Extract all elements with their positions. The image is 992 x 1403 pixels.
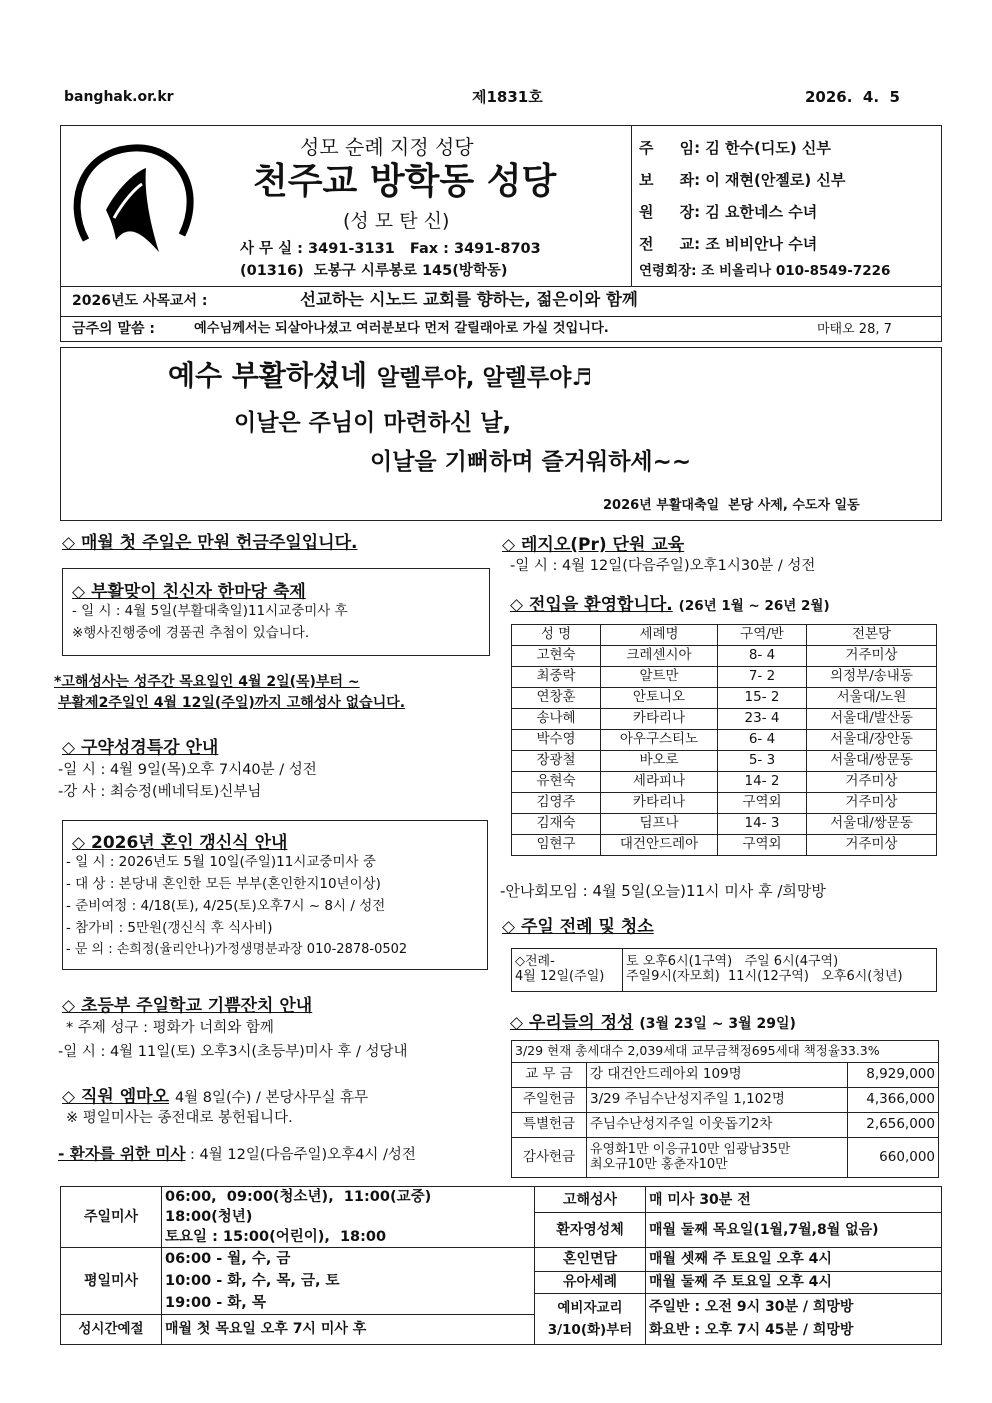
cell: 거주미상: [807, 772, 937, 793]
sunday-mass-times: [162, 1187, 535, 1248]
holy-hour-text: 매월 첫 목요일 오후 7시 미사 후: [162, 1315, 535, 1345]
offering-range: (3월 23일 ~ 3월 29일): [639, 1016, 796, 1032]
marriage-text: 매월 셋째 주 토요일 오후 4시: [646, 1248, 942, 1272]
table-row: [512, 1063, 939, 1088]
table-row: [512, 667, 937, 688]
cell: 박수영: [512, 730, 601, 751]
newcomers-title: ◇ 전입을 환영합니다.: [510, 595, 673, 615]
cell: 송나혜: [512, 709, 601, 730]
liturgy-title: ◇ 주일 전례 및 청소: [502, 917, 654, 937]
newcomers-range: (26년 1월 ~ 26년 2월): [678, 598, 830, 614]
anna-meeting: -안나회모임 : 4월 5일(오늘)11시 미사 후 /희망방: [500, 882, 826, 900]
parish-title: 천주교 방학동 성당: [253, 160, 557, 202]
table-row: [512, 1138, 939, 1178]
staff-name: : 김 한수(디도) 신부: [694, 139, 831, 157]
cell: 서울대/쌍문동: [807, 751, 937, 772]
patron-saint: (성 모 탄 신): [343, 210, 450, 232]
word-ref: 마태오 28, 7: [817, 322, 892, 337]
weekday-mass-times: [162, 1248, 535, 1315]
confession-notice-2: 부활제2주일인 4월 12일(주일)까지 고해성사 없습니다.: [58, 695, 406, 711]
cell: 7- 2: [718, 667, 807, 688]
cell: 감사헌금: [512, 1138, 587, 1178]
table-row: [512, 688, 937, 709]
legio-line: -일 시 : 4월 12일(다음주일)오후1시30분 / 성전: [510, 558, 816, 574]
cell: 주님수난성지주일 이웃돕기2차: [587, 1113, 848, 1138]
ot-lecture-title: ◇ 구약성경특강 안내: [62, 738, 219, 758]
cell: 안토니오: [601, 688, 718, 709]
cell: 임현구: [512, 835, 601, 856]
cell: 장광철: [512, 751, 601, 772]
thanks-line-2: 최오규10만 홍춘자10만: [590, 1156, 728, 1172]
catechumen-line-1: 주일반 : 오전 9시 30분 / 희망방: [649, 1299, 854, 1315]
sick-mass-rest: : 4월 12일(다음주일)오후4시 /성전: [190, 1147, 416, 1163]
renewal-title: ◇ 2026년 혼인 갱신식 안내: [72, 833, 288, 853]
word-label: 금주의 말씀 :: [72, 321, 155, 337]
festival-line-1: - 일 시 : 4월 5일(부활대축일)11시교중미사 후: [72, 603, 348, 619]
issue-number: 제1831호: [472, 88, 543, 106]
sick-communion-label: 환자영성체: [535, 1213, 646, 1248]
renewal-line: - 참가비 : 5만원(갱신식 후 식사비): [66, 920, 273, 936]
staff-emmaus-line: ※ 평일미사는 종전대로 봉헌됩니다.: [66, 1110, 293, 1126]
confession-label: 고해성사: [535, 1187, 646, 1213]
infant-baptism-label: 유아세례: [535, 1272, 646, 1294]
staff-name: : 김 요한네스 수녀: [694, 203, 818, 221]
cell: 아우구스티노: [601, 730, 718, 751]
office-phone: 사 무 실 : 3491-3131 Fax : 3491-8703: [240, 241, 541, 257]
catechumen-label-2: 3/10(화)부터: [547, 1322, 633, 1338]
cell: [587, 1138, 848, 1178]
table-row: [512, 709, 937, 730]
sick-mass-label: - 환자를 위한 미사: [58, 1145, 186, 1163]
ot-lecture-line-1: -일 시 : 4월 9일(목)오후 7시40분 / 성전: [58, 762, 317, 778]
cell: 거주미상: [807, 646, 937, 667]
newcomers-table: [511, 624, 937, 856]
cell: 14- 2: [718, 772, 807, 793]
site-url: banghak.or.kr: [64, 89, 174, 105]
staff-name: : 조 비비안나 수녀: [694, 235, 818, 253]
table-row: [512, 814, 937, 835]
festival-title: ◇ 부활맞이 친신자 한마당 축제: [72, 582, 306, 602]
festival-line-2: ※행사진행중에 경품권 추첨이 있습니다.: [72, 625, 310, 641]
cell: 14- 3: [718, 814, 807, 835]
cell: 서울대/장안동: [807, 730, 937, 751]
legio-title: ◇ 레지오(Pr) 단원 교육: [502, 535, 685, 555]
cell: 서울대/쌍문동: [807, 814, 937, 835]
easter-line-1a: 예수 부활하셨네: [168, 359, 368, 392]
easter-line-3: 이날을 기뻐하며 즐거워하세~~: [370, 449, 692, 475]
newcomers-heading: [510, 590, 830, 615]
col-header: 구역/반: [718, 625, 807, 646]
cell: 의정부/송내동: [807, 667, 937, 688]
cell: 카타리나: [601, 793, 718, 814]
weekday-line-3: 19:00 - 화, 목: [165, 1295, 266, 1311]
cell: 김재숙: [512, 814, 601, 835]
offering-summary: 3/29 현재 총세대수 2,039세대 교무금책정695세대 책정율33.3%: [512, 1041, 939, 1063]
header-subtitle: 성모 순례 지정 성당: [300, 135, 474, 159]
weekday-line-1: 06:00 - 월, 수, 금: [165, 1251, 291, 1267]
liturgy-date-cell: [512, 949, 623, 992]
cell: 8,929,000: [848, 1063, 939, 1088]
sunday-line-3: 토요일 : 15:00(어린이), 18:00: [165, 1229, 387, 1245]
table-row: [512, 835, 937, 856]
pastoral-label: 2026년도 사목교서 :: [72, 293, 208, 309]
renewal-line: - 대 상 : 본당내 혼인한 모든 부부(혼인한지10년이상): [66, 876, 381, 892]
cell: 거주미상: [807, 835, 937, 856]
cell: 최중락: [512, 667, 601, 688]
cell: 2,656,000: [848, 1113, 939, 1138]
cell: 거주미상: [807, 793, 937, 814]
easter-sign: 2026년 부활대축일 본당 사제, 수도자 일동: [603, 498, 860, 513]
offering-title: ◇ 우리들의 정성: [510, 1013, 634, 1033]
parish-logo-icon: [64, 140, 204, 270]
cell: 크레센시아: [601, 646, 718, 667]
cell: 6- 4: [718, 730, 807, 751]
easter-line-2: 이날은 주님이 마련하신 날,: [234, 410, 512, 436]
sunday-mass-label: 주일미사: [61, 1187, 162, 1248]
liturgy-table: [511, 948, 937, 992]
cell: 알트만: [601, 667, 718, 688]
school-line-1: * 주제 성구 : 평화가 너희와 함께: [66, 1020, 274, 1036]
easter-line-1b: 알렐루야, 알렐루야♬: [376, 365, 592, 391]
funeral-council: 연령회장: 조 비올리나 010-8549-7226: [639, 263, 891, 279]
weekday-line-2: 10:00 - 화, 수, 목, 금, 토: [165, 1273, 340, 1289]
cell: 구역외: [718, 835, 807, 856]
cell: 서울대/노원: [807, 688, 937, 709]
thanks-line-1: 유영화1만 이응규10만 임광남35만: [590, 1141, 791, 1157]
easter-line-1: [168, 356, 592, 398]
pastoral-text: 선교하는 시노드 교회를 향하는, 젊은이와 함께: [300, 290, 638, 309]
renewal-line: - 일 시 : 2026년도 5월 10일(주일)11시교중미사 중: [66, 854, 376, 870]
sick-mass: [58, 1143, 416, 1166]
cell: 카타리나: [601, 709, 718, 730]
sick-communion-text: 매월 둘째 목요일(1월,7월,8월 없음): [646, 1213, 942, 1248]
staff-emmaus: [62, 1082, 368, 1107]
cell: 세라피나: [601, 772, 718, 793]
col-header: 세례명: [601, 625, 718, 646]
table-row: [512, 772, 937, 793]
cell: 8- 4: [718, 646, 807, 667]
col-header: 성 명: [512, 625, 601, 646]
word-text: 예수님께서는 되살아나셨고 여러분보다 먼저 갈릴래아로 가실 것입니다.: [194, 321, 609, 336]
table-row: [512, 751, 937, 772]
confession-notice-1: *고해성사는 성주간 목요일인 4월 2일(목)부터 ~: [54, 674, 360, 690]
table-row: [512, 646, 937, 667]
staff-role: 전 교: [639, 235, 695, 253]
catechumen-text: [646, 1294, 942, 1345]
cell: 교 무 금: [512, 1063, 587, 1088]
cell: 김영주: [512, 793, 601, 814]
table-row: [512, 730, 937, 751]
staff-name: : 이 재현(안젤로) 신부: [694, 171, 846, 189]
cell: 바오로: [601, 751, 718, 772]
sunday-line-2: 18:00(청년): [165, 1209, 253, 1225]
table-row: [512, 1088, 939, 1113]
cell: 3/29 주님수난성지주일 1,102명: [587, 1088, 848, 1113]
cell: 660,000: [848, 1138, 939, 1178]
catechumen-label: [535, 1294, 646, 1345]
cell: 15- 2: [718, 688, 807, 709]
holy-hour-label: 성시간예절: [61, 1315, 162, 1345]
school-line-2: -일 시 : 4월 11일(토) 오후3시(초등부)미사 후 / 성당내: [58, 1044, 408, 1060]
issue-date: 2026. 4. 5: [805, 88, 900, 106]
table-row: [512, 793, 937, 814]
mass-schedule-table: [60, 1186, 942, 1345]
staff-role: 주 임: [639, 139, 695, 157]
liturgy-date-1: ◇전례-: [515, 954, 555, 970]
cell: 구역외: [718, 793, 807, 814]
cell: 서울대/발산동: [807, 709, 937, 730]
confession-text: 매 미사 30분 전: [646, 1187, 942, 1213]
parish-address: (01316) 도봉구 시루봉로 145(방학동): [240, 263, 508, 279]
staff-emmaus-rest: 4월 8일(수) / 본당사무실 휴무: [174, 1090, 369, 1106]
cell: 딤프나: [601, 814, 718, 835]
renewal-line: - 준비여정 : 4/18(토), 4/25(토)오후7시 ~ 8시 / 성전: [66, 898, 386, 914]
school-title: ◇ 초등부 주일학교 기쁨잔치 안내: [62, 996, 313, 1016]
liturgy-date-2: 4월 12일(주일): [515, 969, 605, 984]
marriage-label: 혼인면담: [535, 1248, 646, 1272]
catechumen-line-2: 화요반 : 오후 7시 45분 / 희망방: [649, 1322, 854, 1338]
cell: 유현숙: [512, 772, 601, 793]
offering-heading: [510, 1008, 796, 1033]
catechumen-label-1: 예비자교리: [557, 1300, 623, 1316]
monthly-offering-title: ◇ 매월 첫 주일은 만원 헌금주일입니다.: [62, 533, 358, 553]
liturgy-groups-1: 토 오후6시(1구역) 주일 6시(4구역): [626, 954, 839, 970]
cell: 강 대건안드레아외 109명: [587, 1063, 848, 1088]
table-row: [512, 1113, 939, 1138]
cell: 23- 4: [718, 709, 807, 730]
cell: 고현숙: [512, 646, 601, 667]
liturgy-groups-2: 주일9시(자모회) 11시(12구역) 오후6시(청년): [626, 969, 903, 984]
liturgy-groups-cell: [623, 949, 937, 992]
sunday-line-1: 06:00, 09:00(청소년), 11:00(교중): [165, 1189, 432, 1205]
renewal-line: - 문 의 : 손희정(율리안나)가정생명분과장 010-2878-0502: [66, 942, 408, 957]
cell: 연창훈: [512, 688, 601, 709]
ot-lecture-line-2: -강 사 : 최승정(베네딕토)신부님: [58, 784, 262, 800]
cell: 5- 3: [718, 751, 807, 772]
staff-emmaus-title: ◇ 직원 엠마오: [62, 1087, 170, 1107]
col-header: 전본당: [807, 625, 937, 646]
cell: 주일헌금: [512, 1088, 587, 1113]
staff-role: 원 장: [639, 203, 695, 221]
offering-table: [511, 1040, 939, 1178]
cell: 4,366,000: [848, 1088, 939, 1113]
infant-baptism-text: 매월 둘째 주 토요일 오후 4시: [646, 1272, 942, 1294]
weekday-mass-label: 평일미사: [61, 1248, 162, 1315]
cell: 특별헌금: [512, 1113, 587, 1138]
staff-list: [639, 132, 845, 260]
staff-role: 보 좌: [639, 171, 695, 189]
cell: 대건안드레아: [601, 835, 718, 856]
